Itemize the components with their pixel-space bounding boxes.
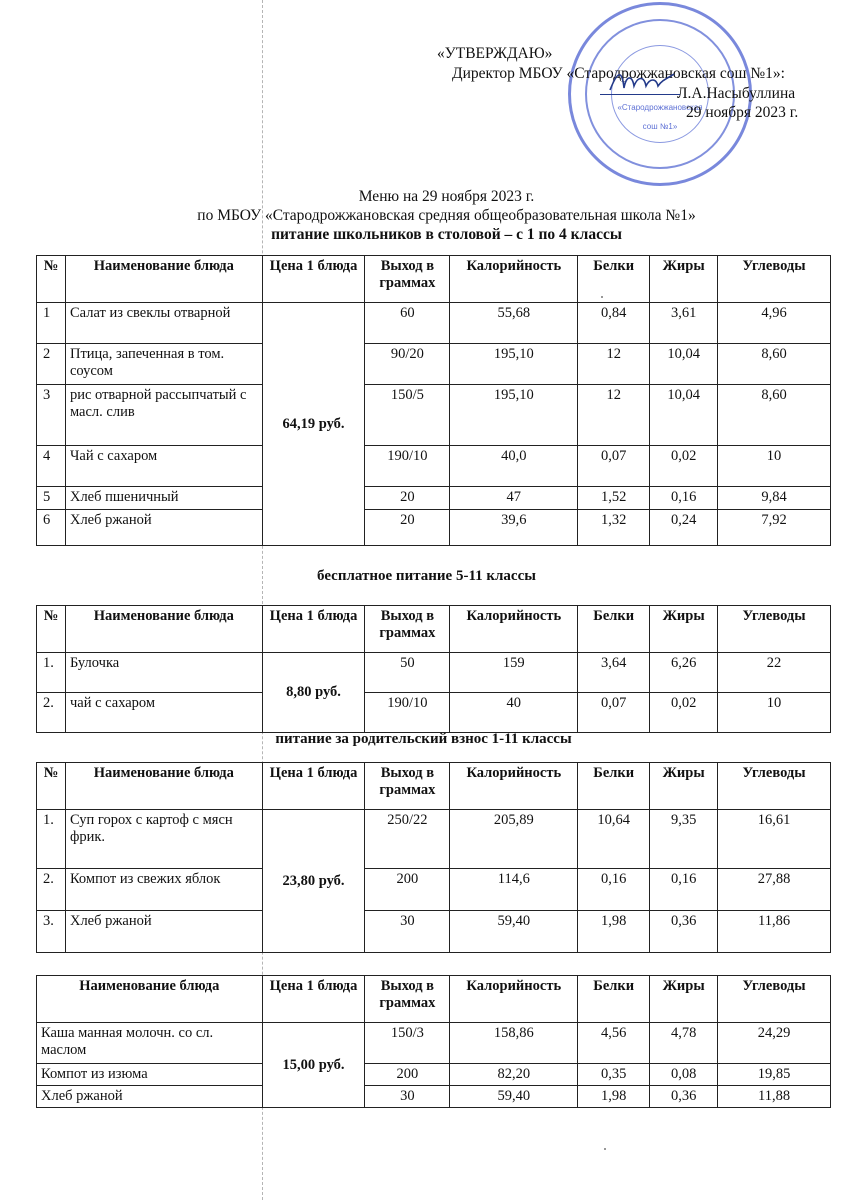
dish-proteins: 1,32 [578,510,650,546]
dish-fats: 0,02 [650,446,718,487]
school-name: по МБОУ «Стародрожжановская средняя общеобразовательная школа №1» [197,207,696,224]
header-proteins: Белки [578,606,650,653]
table-row [37,303,831,344]
dish-calories: 114,6 [450,869,578,911]
dish-name: Хлеб пшеничный [65,487,262,510]
scan-speck [604,1148,606,1150]
header-proteins: Белки [578,256,650,303]
dish-carbs: 16,61 [718,810,831,869]
dish-price: 64,19 руб. [262,303,365,546]
row-num: 3 [37,385,66,446]
dish-proteins: 1,98 [578,911,650,953]
section-title-1-4: питание школьников в столовой – с 1 по 4 классы [271,226,622,243]
dish-fats: 9,35 [650,810,718,869]
dish-proteins: 12 [578,385,650,446]
dish-proteins: 1,98 [578,1086,650,1108]
dish-carbs: 22 [718,653,831,693]
dish-fats: 0,24 [650,510,718,546]
dish-fats: 0,08 [650,1064,718,1086]
header-name: Наименование блюда [65,763,262,810]
dish-price: 23,80 руб. [262,810,365,953]
table-row [37,911,831,953]
header-calories: Калорийность [450,763,578,810]
table-header-row [37,606,831,653]
dish-fats: 6,26 [650,653,718,693]
dish-name: чай с сахаром [65,693,262,733]
dish-weight: 190/10 [365,446,450,487]
dish-carbs: 24,29 [718,1023,831,1064]
table-row [37,653,831,693]
dish-fats: 0,16 [650,869,718,911]
header-carbs: Углеводы [718,763,831,810]
table-row [37,1023,831,1064]
row-num: 2 [37,344,66,385]
table-row [37,385,831,446]
dish-weight: 50 [365,653,450,693]
dish-calories: 55,68 [450,303,578,344]
dish-calories: 40,0 [450,446,578,487]
dish-weight: 30 [365,911,450,953]
row-num: 3. [37,911,66,953]
dish-name: Хлеб ржаной [65,510,262,546]
approval-signatory: Л.А.Насыбуллина [677,85,796,102]
dish-name: Чай с сахаром [65,446,262,487]
dish-carbs: 7,92 [718,510,831,546]
header-fats: Жиры [650,606,718,653]
section-title-parent-paid: питание за родительский взнос 1-11 классы [275,731,572,747]
dish-fats: 10,04 [650,385,718,446]
dish-calories: 59,40 [450,1086,578,1108]
row-num: 6 [37,510,66,546]
dish-proteins: 0,07 [578,693,650,733]
dish-fats: 0,36 [650,911,718,953]
dish-name: Хлеб ржаной [37,1086,263,1108]
dish-name: Компот из изюма [37,1064,263,1086]
table-header-row [37,763,831,810]
dish-fats: 4,78 [650,1023,718,1064]
header-weight: Выход в граммах [365,606,450,653]
dish-weight: 150/5 [365,385,450,446]
approval-position: Директор МБОУ «Стародрожжановская сош №1»: [452,65,785,82]
dish-name: Салат из свеклы отварной [65,303,262,344]
signature [600,76,680,95]
dish-proteins: 0,35 [578,1064,650,1086]
stamp-school-name: «Стародрожжановская [617,103,703,112]
header-price: Цена 1 блюда [262,763,365,810]
dish-proteins: 0,07 [578,446,650,487]
dish-weight: 90/20 [365,344,450,385]
row-num: 2. [37,869,66,911]
dish-proteins: 1,52 [578,487,650,510]
dish-weight: 200 [365,869,450,911]
dish-calories: 59,40 [450,911,578,953]
table-row [37,510,831,546]
header-name: Наименование блюда [37,976,263,1023]
table-row [37,344,831,385]
table-row [37,487,831,510]
dish-carbs: 10 [718,693,831,733]
dish-weight: 150/3 [365,1023,450,1064]
dish-carbs: 11,86 [718,911,831,953]
header-calories: Калорийность [450,606,578,653]
menu-table-free-meals [36,605,831,733]
dish-fats: 3,61 [650,303,718,344]
header-calories: Калорийность [450,256,578,303]
dish-weight: 20 [365,487,450,510]
dish-proteins: 12 [578,344,650,385]
table-row [37,810,831,869]
dish-weight: 250/22 [365,810,450,869]
dish-proteins: 0,84 [578,303,650,344]
header-num: № [37,606,66,653]
dish-carbs: 11,88 [718,1086,831,1108]
table-header-row [37,976,831,1023]
header-fats: Жиры [650,256,718,303]
table-row [37,446,831,487]
table-row [37,693,831,733]
dish-calories: 195,10 [450,385,578,446]
dish-proteins: 0,16 [578,869,650,911]
header-fats: Жиры [650,976,718,1023]
header-carbs: Углеводы [718,606,831,653]
header-carbs: Углеводы [718,976,831,1023]
row-num: 4 [37,446,66,487]
dish-weight: 200 [365,1064,450,1086]
header-weight: Выход в граммах [365,763,450,810]
header-proteins: Белки [578,976,650,1023]
dish-weight: 60 [365,303,450,344]
dish-weight: 20 [365,510,450,546]
stamp-school-number: сош №1» [642,122,678,131]
dish-name: Хлеб ржаной [65,911,262,953]
dish-calories: 159 [450,653,578,693]
dish-calories: 158,86 [450,1023,578,1064]
dish-fats: 0,16 [650,487,718,510]
dish-proteins: 3,64 [578,653,650,693]
dish-carbs: 10 [718,446,831,487]
dish-calories: 40 [450,693,578,733]
dish-carbs: 8,60 [718,385,831,446]
dish-carbs: 4,96 [718,303,831,344]
approval-date: 29 ноября 2023 г. [686,104,799,121]
table-row [37,1086,831,1108]
header-name: Наименование блюда [65,256,262,303]
dish-weight: 190/10 [365,693,450,733]
dish-name: Каша манная молочн. со сл. маслом [37,1023,263,1064]
dish-carbs: 27,88 [718,869,831,911]
row-num: 1. [37,653,66,693]
dish-price: 8,80 руб. [262,653,365,733]
table-row [37,1064,831,1086]
row-num: 1 [37,303,66,344]
menu-table-porridge [36,975,831,1108]
dish-proteins: 4,56 [578,1023,650,1064]
dish-name: Суп горох с картоф с мясн фрик. [65,810,262,869]
menu-title: Меню на 29 ноября 2023 г. [358,188,535,205]
dish-name: Булочка [65,653,262,693]
header-carbs: Углеводы [718,256,831,303]
dish-name: Птица, запеченная в том. соусом [65,344,262,385]
dish-fats: 0,02 [650,693,718,733]
dish-fats: 10,04 [650,344,718,385]
dish-weight: 30 [365,1086,450,1108]
dish-carbs: 9,84 [718,487,831,510]
table-row [37,869,831,911]
header-price: Цена 1 блюда [262,606,365,653]
row-num: 1. [37,810,66,869]
dish-name: рис отварной рассыпчатый с масл. слив [65,385,262,446]
header-price: Цена 1 блюда [262,976,365,1023]
dish-calories: 195,10 [450,344,578,385]
dish-calories: 47 [450,487,578,510]
menu-table-1-4-classes [36,255,831,546]
menu-table-parent-paid [36,762,831,953]
header-fats: Жиры [650,763,718,810]
approval-heading: «УТВЕРЖДАЮ» [437,45,553,62]
dish-calories: 39,6 [450,510,578,546]
row-num: 5 [37,487,66,510]
header-calories: Калорийность [450,976,578,1023]
dish-carbs: 19,85 [718,1064,831,1086]
dish-carbs: 8,60 [718,344,831,385]
header-num: № [37,256,66,303]
signature-scribble-icon [608,68,678,94]
header-weight: Выход в граммах [365,256,450,303]
dish-calories: 205,89 [450,810,578,869]
table-header-row [37,256,831,303]
dish-fats: 0,36 [650,1086,718,1108]
header-weight: Выход в граммах [365,976,450,1023]
section-title-free-meals: бесплатное питание 5-11 классы [317,568,536,584]
dish-name: Компот из свежих яблок [65,869,262,911]
dish-calories: 82,20 [450,1064,578,1086]
header-proteins: Белки [578,763,650,810]
dish-proteins: 10,64 [578,810,650,869]
dish-price: 15,00 руб. [262,1023,365,1108]
row-num: 2. [37,693,66,733]
header-num: № [37,763,66,810]
scan-speck [601,296,603,298]
header-price: Цена 1 блюда [262,256,365,303]
header-name: Наименование блюда [65,606,262,653]
